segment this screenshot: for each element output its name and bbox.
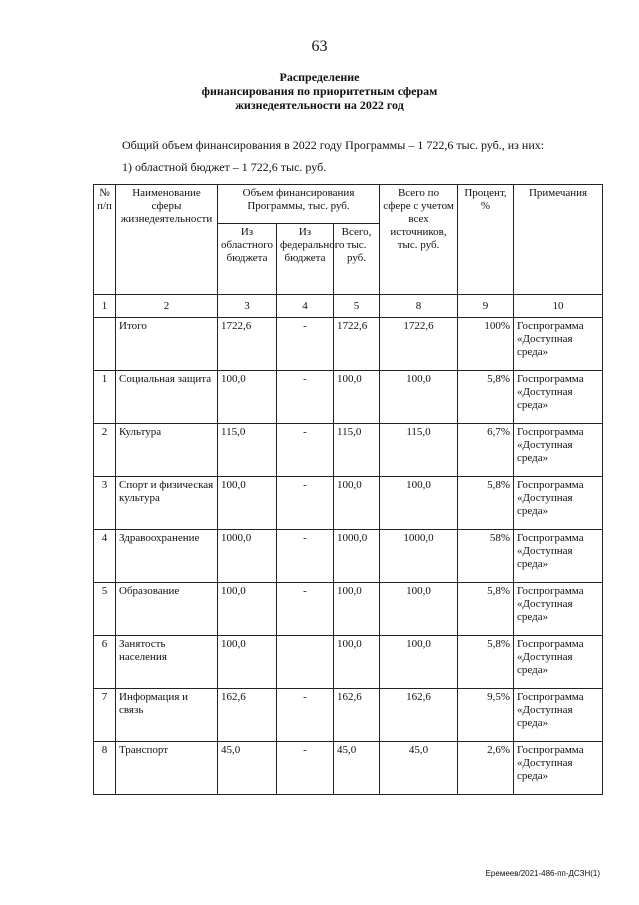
total-value: 45,0 — [334, 742, 380, 795]
financing-table — [93, 184, 603, 795]
sphere-name: Культура — [116, 424, 218, 477]
header-regional-budget: Из областного бюджета — [218, 224, 277, 295]
column-number: 4 — [277, 295, 334, 318]
federal-budget-value: - — [277, 689, 334, 742]
table-row — [94, 424, 603, 477]
total-value: 115,0 — [334, 424, 380, 477]
header-federal-budget: Из федерального бюджета — [277, 224, 334, 295]
title-line-1: Распределение — [279, 70, 360, 84]
column-number-row — [94, 295, 603, 318]
header-num: № п/п — [94, 185, 116, 295]
row-number: 6 — [94, 636, 116, 689]
column-number: 8 — [380, 295, 458, 318]
sphere-name: Занятость населения — [116, 636, 218, 689]
table-row — [94, 742, 603, 795]
total-value: 1000,0 — [334, 530, 380, 583]
column-number: 3 — [218, 295, 277, 318]
sphere-name: Образование — [116, 583, 218, 636]
total-value: 100,0 — [334, 583, 380, 636]
column-number: 10 — [514, 295, 603, 318]
header-all-sources: Всего по сфере с учетом всех источников, тыс. руб. — [380, 185, 458, 295]
all-sources-value: 115,0 — [380, 424, 458, 477]
regional-budget-value: 100,0 — [218, 371, 277, 424]
document-title — [0, 70, 639, 112]
page-number: 63 — [311, 38, 328, 55]
header-funding-volume: Объем финансирования Программы, тыс. руб. — [218, 185, 380, 224]
note-text: Госпрограмма «Доступная среда» — [514, 477, 603, 530]
sphere-name: Транспорт — [116, 742, 218, 795]
total-value: 162,6 — [334, 689, 380, 742]
row-number: 8 — [94, 742, 116, 795]
all-sources-value: 162,6 — [380, 689, 458, 742]
intro-regional-budget: 1) областной бюджет – 1 722,6 тыс. руб. — [122, 160, 327, 174]
all-sources-value: 1000,0 — [380, 530, 458, 583]
sphere-name: Итого — [116, 318, 218, 371]
note-text: Госпрограмма «Доступная среда» — [514, 530, 603, 583]
total-value: 100,0 — [334, 371, 380, 424]
all-sources-value: 100,0 — [380, 583, 458, 636]
column-number: 1 — [94, 295, 116, 318]
table-row — [94, 530, 603, 583]
percent-value: 2,6% — [458, 742, 514, 795]
sphere-name: Спорт и физическая культура — [116, 477, 218, 530]
note-text: Госпрограмма «Доступная среда» — [514, 742, 603, 795]
header-total: Всего, тыс. руб. — [334, 224, 380, 295]
regional-budget-value: 1722,6 — [218, 318, 277, 371]
total-value: 100,0 — [334, 477, 380, 530]
regional-budget-value: 100,0 — [218, 636, 277, 689]
regional-budget-value: 100,0 — [218, 583, 277, 636]
regional-budget-value: 1000,0 — [218, 530, 277, 583]
total-value: 100,0 — [334, 636, 380, 689]
percent-value: 58% — [458, 530, 514, 583]
table-row — [94, 318, 603, 371]
title-line-2: финансирования по приоритетным сферам — [201, 84, 438, 98]
note-text: Госпрограмма «Доступная среда» — [514, 583, 603, 636]
federal-budget-value: - — [277, 477, 334, 530]
federal-budget-value: - — [277, 424, 334, 477]
sphere-name: Информация и связь — [116, 689, 218, 742]
table-row — [94, 371, 603, 424]
row-number: 2 — [94, 424, 116, 477]
header-sphere-name: Наименование сферы жизнедеятельности — [116, 185, 218, 295]
title-line-3: жизнедеятельности на 2022 год — [235, 98, 404, 112]
percent-value: 5,8% — [458, 583, 514, 636]
percent-value: 6,7% — [458, 424, 514, 477]
note-text: Госпрограмма «Доступная среда» — [514, 371, 603, 424]
regional-budget-value: 100,0 — [218, 477, 277, 530]
all-sources-value: 100,0 — [380, 371, 458, 424]
percent-value: 5,8% — [458, 371, 514, 424]
regional-budget-value: 45,0 — [218, 742, 277, 795]
header-percent: Процент, % — [458, 185, 514, 295]
all-sources-value: 1722,6 — [380, 318, 458, 371]
sphere-name: Социальная защита — [116, 371, 218, 424]
all-sources-value: 100,0 — [380, 636, 458, 689]
note-text: Госпрограмма «Доступная среда» — [514, 636, 603, 689]
federal-budget-value: - — [277, 318, 334, 371]
note-text: Госпрограмма «Доступная среда» — [514, 689, 603, 742]
all-sources-value: 45,0 — [380, 742, 458, 795]
note-text: Госпрограмма «Доступная среда» — [514, 318, 603, 371]
federal-budget-value: - — [277, 530, 334, 583]
column-number: 5 — [334, 295, 380, 318]
row-number: 7 — [94, 689, 116, 742]
federal-budget-value — [277, 636, 334, 689]
all-sources-value: 100,0 — [380, 477, 458, 530]
regional-budget-value: 115,0 — [218, 424, 277, 477]
row-number: 1 — [94, 371, 116, 424]
table-row — [94, 477, 603, 530]
federal-budget-value: - — [277, 742, 334, 795]
note-text: Госпрограмма «Доступная среда» — [514, 424, 603, 477]
row-number: 3 — [94, 477, 116, 530]
document-reference: Еремеев/2021-486-пп-ДСЗН(1) — [485, 869, 600, 878]
sphere-name: Здравоохранение — [116, 530, 218, 583]
table-row — [94, 689, 603, 742]
column-number: 2 — [116, 295, 218, 318]
table-row — [94, 636, 603, 689]
percent-value: 5,8% — [458, 636, 514, 689]
federal-budget-value: - — [277, 371, 334, 424]
percent-value: 9,5% — [458, 689, 514, 742]
federal-budget-value: - — [277, 583, 334, 636]
percent-value: 100% — [458, 318, 514, 371]
percent-value: 5,8% — [458, 477, 514, 530]
header-notes: Примечания — [514, 185, 603, 295]
total-value: 1722,6 — [334, 318, 380, 371]
row-number — [94, 318, 116, 371]
intro-total-funding: Общий объем финансирования в 2022 году Программы – 1 722,6 тыс. руб., из них: — [122, 138, 545, 152]
regional-budget-value: 162,6 — [218, 689, 277, 742]
column-number: 9 — [458, 295, 514, 318]
table-row — [94, 583, 603, 636]
row-number: 5 — [94, 583, 116, 636]
row-number: 4 — [94, 530, 116, 583]
